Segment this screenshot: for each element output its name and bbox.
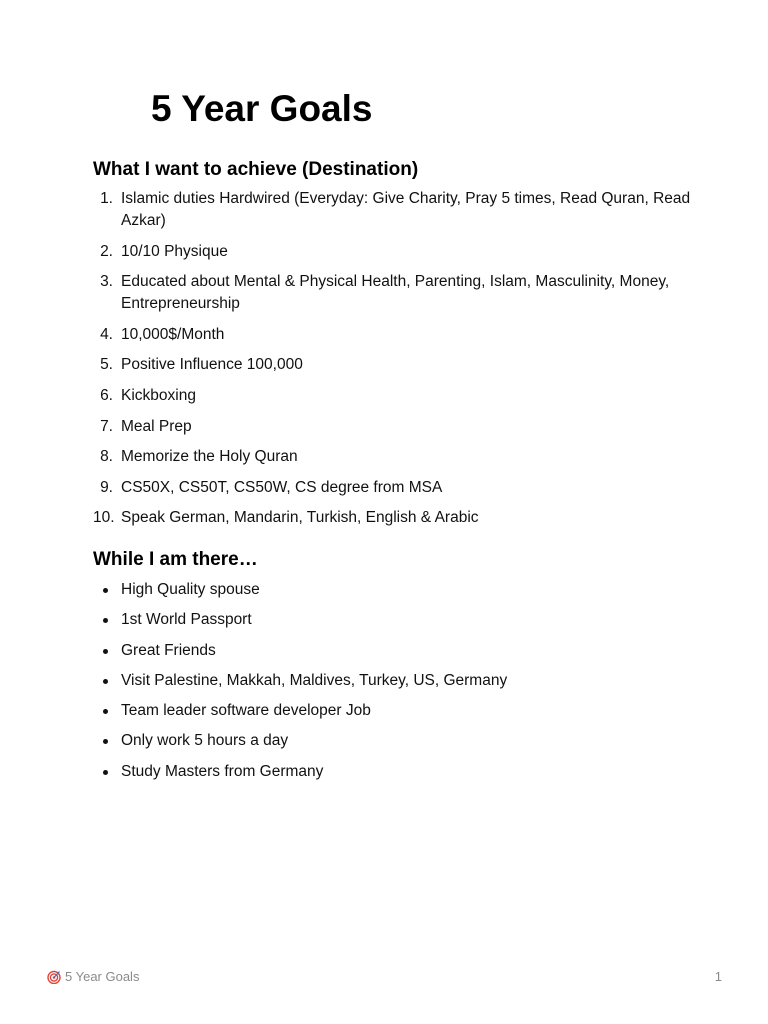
- list-item: [93, 416, 693, 438]
- bullet-icon: [103, 709, 108, 714]
- list-item-text: High Quality spouse: [121, 581, 260, 598]
- list-number: 10.: [93, 509, 115, 527]
- list-item-text: 1st World Passport: [121, 611, 252, 629]
- bullet-icon: [103, 618, 108, 623]
- list-item: [93, 324, 693, 346]
- list-item-text: Speak German, Mandarin, Turkish, English & Arabic: [121, 509, 479, 527]
- list-item: [93, 609, 693, 631]
- list-item-text: Visit Palestine, Makkah, Maldives, Turkey, US, Germany: [121, 671, 508, 689]
- bullet-icon: [103, 649, 108, 654]
- list-item-text: Study Masters from Germany: [121, 762, 324, 780]
- list-number: 3.: [100, 273, 113, 291]
- goals-numbered-list: [93, 188, 693, 538]
- list-item-text: Educated about Mental & Physical Health, Parenting, Islam, Masculinity, Money, Entrepreneurship: [121, 273, 670, 313]
- list-item-text: Team leader software developer Job: [121, 702, 371, 720]
- list-item: [93, 188, 693, 232]
- list-item: [93, 761, 693, 783]
- bullet-icon: [103, 679, 108, 684]
- list-number: 4.: [100, 325, 113, 343]
- list-number: 5.: [100, 356, 113, 374]
- page-number: 1: [714, 969, 722, 984]
- list-item: [93, 700, 693, 722]
- bullet-icon: [103, 770, 108, 775]
- list-item: [93, 271, 693, 315]
- list-item: [93, 385, 693, 407]
- footer-document-title: [47, 968, 139, 986]
- list-item-text: Only work 5 hours a day: [121, 732, 289, 750]
- list-item: [93, 730, 693, 752]
- list-item: [93, 579, 693, 601]
- list-item-text: 10,000$/Month: [121, 325, 225, 343]
- list-item: [93, 354, 693, 376]
- list-item-text: 10/10 Physique: [121, 242, 228, 260]
- bullet-icon: [103, 588, 108, 593]
- list-item-text: Positive Influence 100,000: [121, 356, 303, 374]
- list-item-text: Kickboxing: [121, 386, 196, 404]
- list-item: [93, 446, 693, 468]
- list-item-text: Islamic duties Hardwired (Everyday: Give Charity, Pray 5 times, Read Quran, Read Azkar): [121, 190, 691, 229]
- list-number: 8.: [100, 448, 113, 466]
- list-number: 9.: [100, 478, 113, 496]
- target-icon: [47, 970, 61, 984]
- page-title: 5 Year Goals: [151, 88, 373, 129]
- list-item-text: Memorize the Holy Quran: [121, 448, 298, 466]
- list-item: [93, 241, 693, 263]
- extras-bulleted-list: [93, 579, 693, 791]
- list-number: 6.: [100, 386, 113, 404]
- list-item-text: Great Friends: [121, 641, 216, 659]
- list-item-text: Meal Prep: [121, 417, 192, 435]
- section-heading-destination: What I want to achieve (Destination): [93, 159, 419, 180]
- list-item: [93, 640, 693, 662]
- footer-title: 5 Year Goals: [65, 969, 140, 984]
- list-number: 1.: [100, 190, 113, 207]
- list-item-text: CS50X, CS50T, CS50W, CS degree from MSA: [121, 478, 443, 496]
- list-item: [93, 507, 693, 529]
- list-number: 7.: [100, 417, 113, 435]
- list-item: [93, 670, 693, 692]
- bullet-icon: [103, 739, 108, 744]
- list-item: [93, 477, 693, 499]
- list-number: 2.: [100, 242, 113, 260]
- section-heading-while-there: While I am there…: [93, 549, 258, 570]
